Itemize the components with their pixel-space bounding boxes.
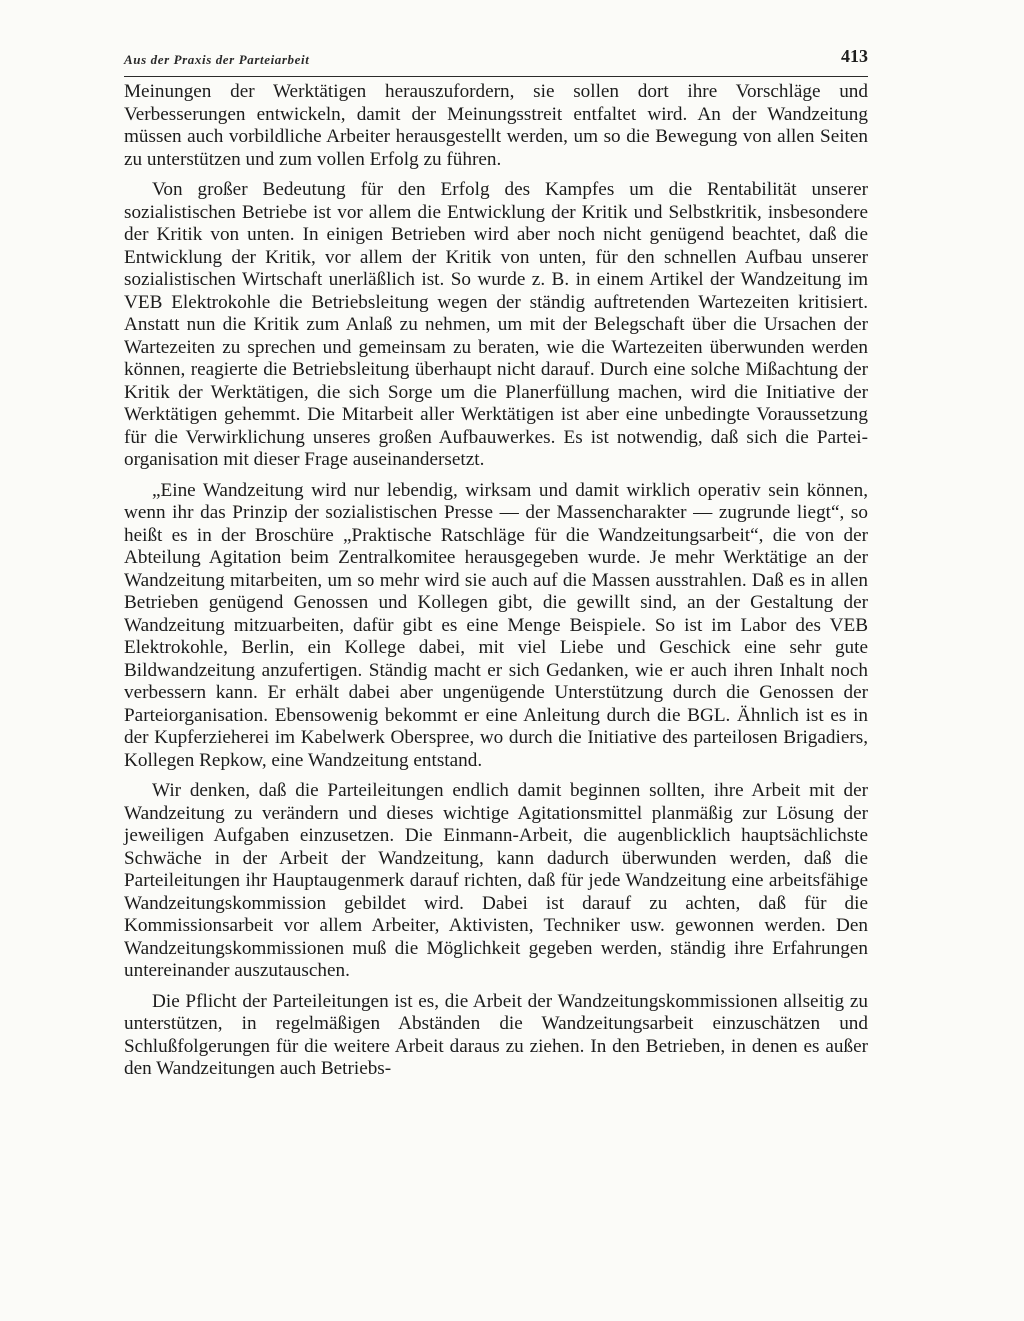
body-text bbox=[124, 81, 868, 1081]
paragraph-5: Die Pflicht der Parteileitungen ist es, die Arbeit der Wandzeitungskommissionen allseitig zu unterstützen, in regelmäßigen Abständen die Wandzeitungsarbeit einzuschätzen und Schlußfolgerungen für die weitere Arbeit daraus zu ziehen. In den Betrieben, in denen es außer den Wandzeitungen auch Betriebs- bbox=[124, 990, 868, 1079]
book-page bbox=[124, 40, 868, 1081]
page-header bbox=[124, 40, 868, 77]
paragraph-1: Meinungen der Werktätigen herauszufordern, sie sollen dort ihre Vorschläge und Verbesserungen entwickeln, damit der Meinungsstreit entfaltet wird. An der Wandzeitung müssen auch vorbildliche Arbeiter herausgestellt werden, um so die Bewegung von allen Seiten zu unterstützen und zum vollen Erfolg zu führen. bbox=[124, 81, 868, 170]
paragraph-3: „Eine Wandzeitung wird nur lebendig, wirksam und damit wirklich operativ sein können, wenn ihr das Prinzip der sozialistischen Presse — der Massencharakter — zugrunde liegt“, so heißt es in der Broschüre „Praktische Ratschläge für die Wandzeitungsarbeit“, die von der Abteilung Agitation beim Zentralkomitee herausgegeben wurde. Je mehr Werktätige an der Wandzeitung mitarbeiten, um so mehr wird sie auch auf die Massen ausstrahlen. Daß es in allen Betrieben genügend Genossen und Kollegen gibt, die gewillt sind, an der Gestaltung der Wandzeitung mitzuarbeiten, dafür gibt es eine Menge Beispiele. So ist im Labor des VEB Elektrokohle, Berlin, ein Kollege dabei, mit viel Liebe und Geschick eine sehr gute Bildwandzeitung anzufertigen. Ständig macht er sich Gedanken, wie er auch ihren Inhalt noch verbessern kann. Er erhält dabei aber ungenügende Unterstützung durch die Genossen der Parteiorganisation. Ebensowenig bekommt er eine Anleitung durch die BGL. Ähnlich ist es in der Kupferzieherei im Kabelwerk Oberspree, wo durch die Initiative des parteilosen Brigadiers, Kollegen Repkow, eine Wandzeitung entstand. bbox=[124, 479, 868, 771]
page-number: 413 bbox=[841, 46, 868, 66]
running-head: Aus der Praxis der Parteiarbeit bbox=[124, 52, 310, 67]
paragraph-2: Von großer Bedeutung für den Erfolg des Kampfes um die Rentabilität unserer sozialistischen Betriebe ist vor allem die Entwicklung der Kritik und Selbstkritik, insbesondere der Kritik von unten. In einigen Betrieben wird aber noch nicht genügend beachtet, daß die Entwicklung der Kritik, vor allem der Kritik von unten, für den schnellen Aufbau unserer sozialistischen Wirtschaft unerläßlich ist. So wurde z. B. in einem Artikel der Wandzeitung im VEB Elektrokohle die Betriebsleitung wegen der ständig auftretenden Wartezeiten kritisiert. Anstatt nun die Kritik zum Anlaß zu nehmen, um mit der Belegschaft über die Ursachen der Wartezeiten zu sprechen und gemeinsam zu beraten, wie die Wartezeiten überwunden werden können, reagierte die Betriebsleitung überhaupt nicht darauf. Durch eine solche Mißachtung der Kritik der Werktätigen, die sich Sorge um die Planerfüllung machen, wird die Initiative der Werktätigen gehemmt. Die Mitarbeit aller Werktätigen ist aber eine unbedingte Voraussetzung für die Verwirklichung unseres großen Aufbauwerkes. Es ist notwendig, daß sich die Parteiorganisation mit dieser Frage auseinandersetzt. bbox=[124, 179, 868, 470]
paragraph-4: Wir denken, daß die Parteileitungen endlich damit beginnen sollten, ihre Arbeit mit der Wandzeitung zu verändern und dieses wichtige Agitationsmittel planmäßig zur Lösung der jeweiligen Aufgaben einzusetzen. Die Einmann-Arbeit, die augenblicklich hauptsächlichste Schwäche in der Arbeit der Wandzeitung, kann dadurch überwunden werden, daß die Parteileitungen ihr Hauptaugenmerk darauf richten, daß für jede Wandzeitung eine arbeitsfähige Wandzeitungskommission gebildet wird. Dabei ist darauf zu achten, daß für die Kommissionsarbeit vor allem Arbeiter, Aktivisten, Techniker usw. gewonnen werden. Den Wandzeitungskommissionen muß die Möglichkeit gegeben werden, ständig ihre Erfahrungen untereinander auszutauschen. bbox=[124, 780, 868, 981]
